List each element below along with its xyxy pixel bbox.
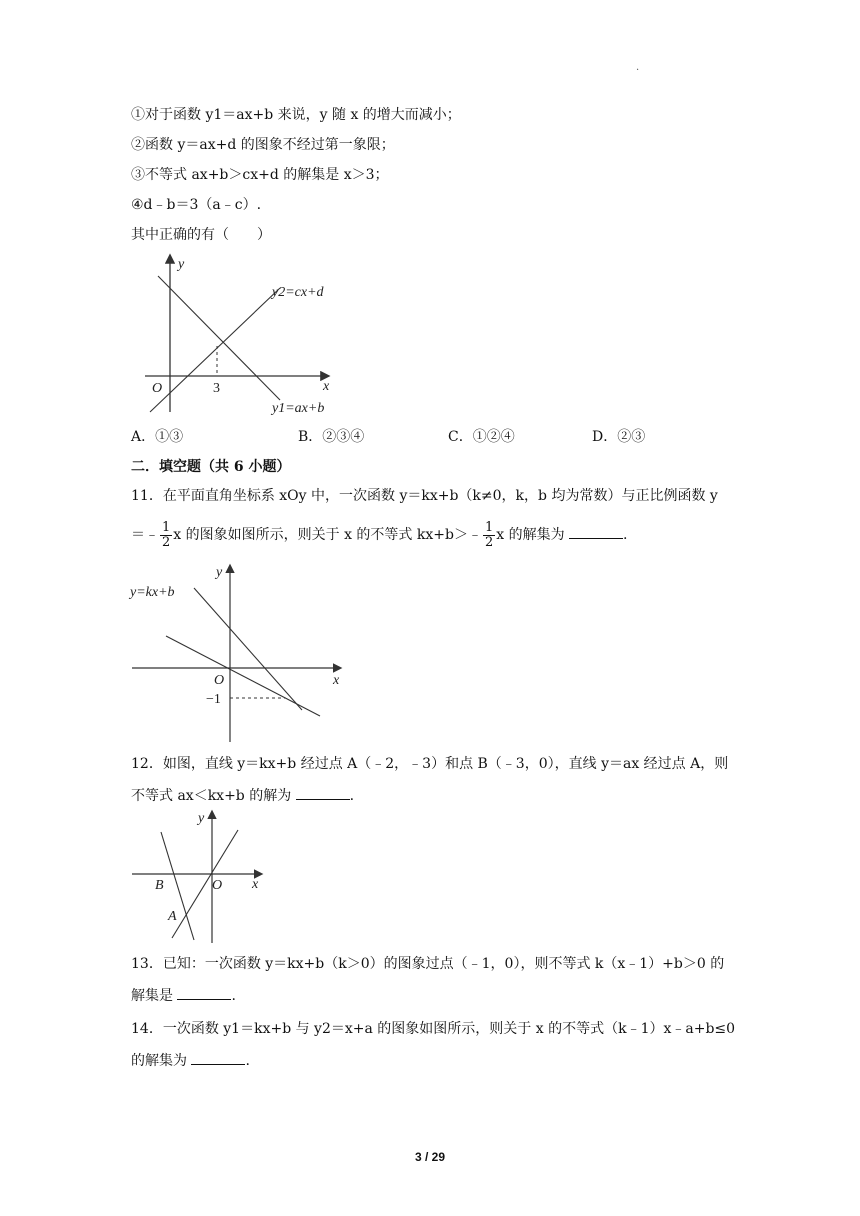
q12-origin-label: O [212, 878, 223, 893]
q10-option-d: D．②③ [592, 429, 646, 445]
q11-y-label: y [216, 565, 223, 580]
q11-text-d: . [623, 527, 628, 543]
q12-x-label: x [252, 877, 259, 892]
q14-answer-blank [191, 1050, 245, 1065]
q10-line-y2-label: y2=cx+d [272, 285, 324, 300]
q12-point-b-label: B [155, 878, 164, 893]
q13-text-a: 解集是 [131, 988, 173, 1004]
q10-question: 其中正确的有（ ） [131, 227, 271, 243]
q10-option-c: C．①②④ [448, 429, 515, 445]
section-heading: 二．填空题（共 6 小题） [131, 459, 291, 475]
q11-frac-num-2: 1 [484, 519, 494, 535]
header-dot: . [636, 62, 640, 73]
q11-frac-den-1: 2 [162, 534, 171, 550]
q11-frac-num-1: 1 [162, 519, 171, 535]
q10-option-b: B．②③④ [298, 429, 365, 445]
q14-line-2 [131, 1050, 250, 1071]
q11-text-a: ＝﹣ [131, 527, 159, 543]
q11-line-2 [131, 519, 628, 551]
q12-line-2 [131, 785, 354, 806]
q11-graph [128, 562, 353, 747]
q10-origin-label: O [152, 381, 163, 396]
q11-fraction-2 [483, 521, 495, 550]
q10-line-y1-label: y1=ax+b [272, 401, 325, 416]
q12-y-label: y [198, 811, 205, 826]
q11-text-c: x 的解集为 [496, 527, 565, 543]
q11-x-label: x [333, 673, 340, 688]
q12-text-a: 不等式 ax＜kx+b 的解为 [131, 788, 292, 804]
q11-tick-minus-1: −1 [206, 692, 221, 707]
q10-statement-4: ④d﹣b＝3（a﹣c）. [131, 197, 262, 213]
q11-line-half-x [166, 636, 320, 716]
q12-text-b: . [349, 788, 355, 804]
q14-text-a: 的解集为 [131, 1053, 187, 1069]
q13-line-2 [131, 985, 236, 1006]
q10-y-label: y [178, 257, 185, 272]
q12-line-1: 12．如图，直线 y＝kx+b 经过点 A（﹣2，﹣3）和点 B（﹣3，0），直线 y＝ax 经过点 A，则 [131, 756, 729, 772]
q11-line-1: 11．在平面直角坐标系 xOy 中，一次函数 y＝kx+b（k≠0，k，b 均为常数）与正比例函数 y [131, 488, 718, 504]
q11-fraction-1 [160, 521, 172, 550]
q13-text-b: . [231, 988, 236, 1004]
q12-line-kxb [161, 832, 194, 940]
q10-x-label: x [323, 379, 330, 394]
q10-tick-3: 3 [213, 381, 220, 396]
q11-origin-label: O [214, 673, 225, 688]
q12-answer-blank [296, 785, 350, 800]
page-number: 3 / 29 [414, 1150, 446, 1164]
q12-point-a-label: A [168, 909, 177, 924]
q10-graph [140, 252, 360, 422]
q14-text-b: . [245, 1053, 250, 1069]
q13-line-1: 13．已知：一次函数 y＝kx+b（k＞0）的图象过点（﹣1，0），则不等式 k（x﹣1）+b＞0 的 [131, 956, 725, 972]
q10-statement-3: ③不等式 ax+b＞cx+d 的解集是 x＞3； [131, 167, 389, 183]
q11-line-label: y=kx+b [130, 585, 175, 600]
q12-graph [128, 808, 268, 948]
q10-statement-2: ②函数 y＝ax+d 的图象不经过第一象限； [131, 137, 395, 153]
q10-statement-1: ①对于函数 y1＝ax+b 来说，y 随 x 的增大而减小； [131, 107, 461, 123]
q14-line-1: 14．一次函数 y1＝kx+b 与 y2＝x+a 的图象如图所示，则关于 x 的不等式（k﹣1）x﹣a+b≤0 [131, 1021, 736, 1037]
q11-answer-blank [569, 524, 623, 539]
q12-line-ax [172, 830, 238, 938]
q11-frac-den-2: 2 [484, 534, 494, 550]
q10-option-a: A．①③ [131, 429, 184, 445]
q13-answer-blank [177, 985, 231, 1000]
q11-text-b: x 的图象如图所示，则关于 x 的不等式 kx+b＞﹣ [173, 527, 482, 543]
